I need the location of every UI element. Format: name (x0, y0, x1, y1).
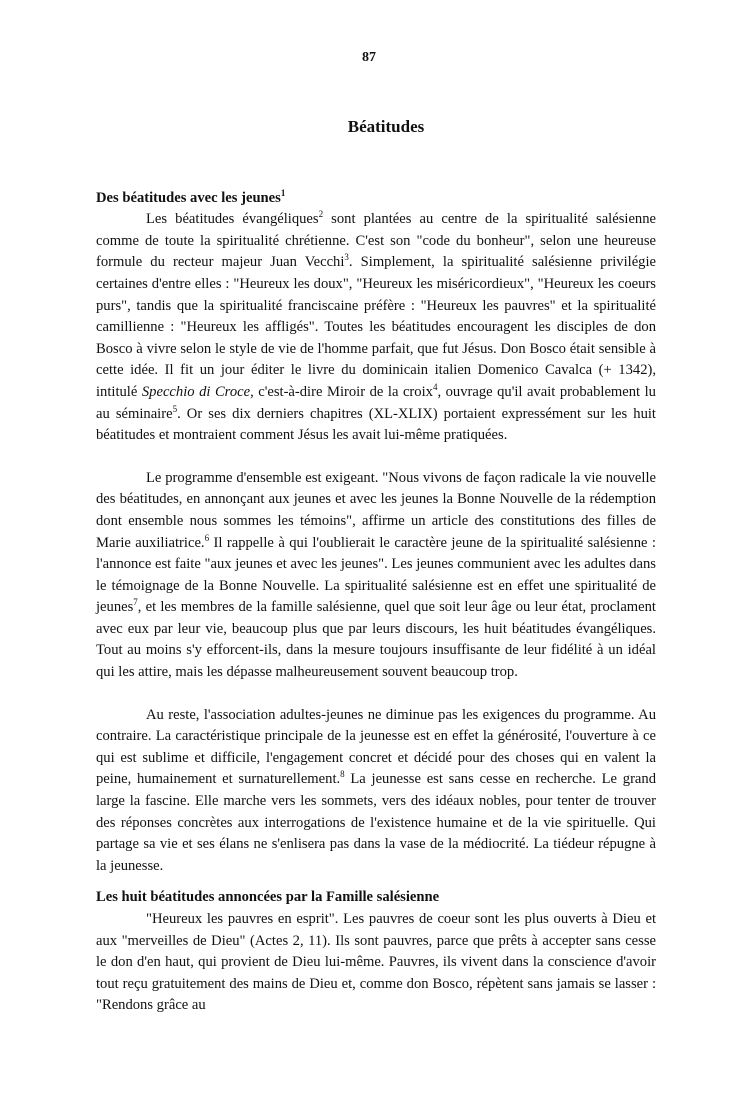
book-title: Specchio di Croce (141, 383, 251, 400)
footnote-ref: 1 (280, 187, 286, 198)
footnote-ref: 8 (340, 769, 345, 780)
paragraph-4: "Heureux les pauvres en esprit". Les pauvres de coeur sont les plus ouverts à Dieu et aux "merveilles de Dieu" (Actes 2, 11). Ils sont pauvres, parce que prêts à accepter sans cesse le don d'en haut, qui provient de Dieu lui-même. Pauvres, ils vivent dans la conscience d'avoir tout reçu gratuitement des mains de Dieu et, comme don Bosco, répètent sans jamais se lasser : "Rendons grâce au (96, 911, 656, 1014)
page-content (96, 116, 656, 1017)
footnote-ref: 4 (432, 382, 438, 393)
footnote-ref: 7 (133, 597, 138, 608)
paragraph-2: Le programme d'ensemble est exigeant. "Nous vivons de façon radicale la vie nouvelle des béatitudes, en annonçant aux jeunes et avec les jeunes la Bonne Nouvelle de la rédemption dont ensemble nous sommes les témoins", affirme un article des constitutions des filles de Marie auxiliatrice.$^6$ Il rappelle à qui l'oublierait le caractère jeune de la spiritualité salésienne : l'annonce est faite "aux jeunes et avec les jeunes". Les jeunes communient avec les adultes dans le témoignage de la Bonne Nouvelle. La spiritualité salésienne est en effet une spiritualité de jeunes$^7$, et les membres de la famille salésienne, quel que soit leur âge ou leur état, proclament avec eux par leur vie, beaucoup plus que par leurs discours, les huit béatitudes évangéliques. Tout au moins s'y efforcent-ils, dans la mesure toujours insuffisante de leur fidélité à un idéal qui les attire, mais les dépasse malheureusement souvent beaucoup trop. (96, 469, 656, 681)
footnote-ref: 3 (344, 252, 349, 263)
paragraph-1: Les béatitudes évangéliques$^2$ sont plantées au centre de la spiritualité salésienne comme de toute la spiritualité chrétienne. C'est son "code du bonheur", selon une heureuse formule du recteur majeur Juan Vecchi$^3$. Simplement, la spiritualité salésienne privilégie certaines d'entre elles : "Heureux les doux", "Heureux les miséricordieux", "Heureux les coeurs purs", tandis que la spiritualité franciscaine préfère : "Heureux les pauvres" et la spiritualité camillienne : "Heureux les affligés". Toutes les béatitudes encouragent les disciples de don Bosco à vivre selon le style de vie de l'homme parfait, que fut Jésus. Don Bosco était sensible à cette idée. Il fit un jour éditer le livre du dominicain italien Domenico Cavalca (+ 1342), intitulé Specchio di Croce, c'est-à-dire Miroir de la croix$^4$, ouvrage qu'il avait probablement lu au séminaire$^5$. Or ses dix derniers chapitres (XL-XLIX) portaient expressément sur les huit béatitudes et montraient comment Jésus les avait lui-même pratiquées. (96, 209, 656, 444)
footnote-ref: 6 (204, 532, 210, 543)
footnote-ref: 2 (318, 209, 324, 220)
page-number: 87 (362, 50, 376, 65)
paragraph-3: Au reste, l'association adultes-jeunes ne diminue pas les exigences du programme. Au contraire. La caractéristique principale de la jeunesse est en effet la générosité, l'ouverture à ce qui est sublime et difficile, l'engagement concret et décidé pour des choses qui en valent la peine, humainement et surnaturellement.$^8$ La jeunesse est sans cesse en recherche. Le grand large la fascine. Elle marche vers les sommets, vers des idéaux nobles, pour tenter de trouver des réponses concrètes aux interrogations de l'existence humaine et de la vie spirituelle. Qui partage sa vie et ses élans ne s'enlisera pas dans la vase de la médiocrité. La tiédeur répugne à la jeunesse. (96, 706, 656, 874)
section-heading-beatitudes-with-youth: Des béatitudes avec les jeunes$^1$ (96, 187, 286, 206)
footnote-ref: 5 (172, 403, 178, 414)
page-title: Béatitudes (347, 117, 425, 136)
section-heading-eight-beatitudes: Les huit béatitudes annoncées par la Famille salésienne (96, 889, 440, 906)
